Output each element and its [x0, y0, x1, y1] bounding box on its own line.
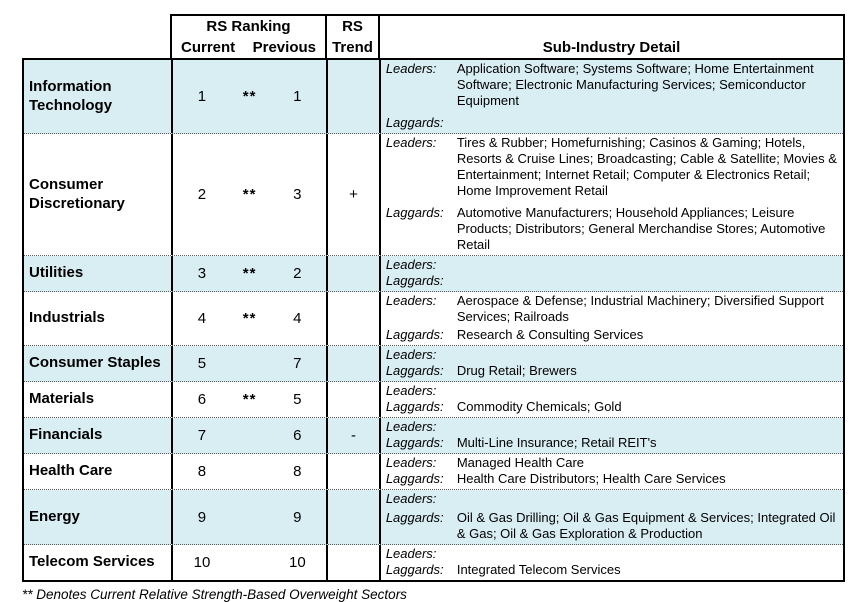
sector-rs-ranking-table [22, 14, 845, 602]
current-rank-value: 1 [197, 88, 207, 105]
previous-rank-value: 1 [293, 88, 302, 105]
rs-ranking-cell [171, 382, 326, 417]
sector-name: Utilities [29, 264, 84, 282]
table-row [24, 256, 843, 292]
sector-name: Energy [29, 507, 80, 525]
laggards-group [386, 435, 839, 451]
current-column-header: Current [181, 39, 236, 56]
leaders-label: Leaders: [385, 491, 437, 506]
laggards-list: Multi-Line Insurance; Retail REIT's [456, 435, 657, 450]
laggards-list [457, 273, 839, 289]
sub-industry-detail-cell [379, 256, 843, 291]
rs-ranking-title: RS Ranking [206, 18, 291, 35]
sub-industry-detail-cell [379, 490, 843, 544]
rs-trend-value: - [326, 418, 379, 453]
laggards-list: Research & Consulting Services [456, 327, 644, 342]
leaders-group [386, 419, 839, 435]
leaders-group [386, 293, 839, 325]
sub-industry-detail-header [378, 14, 845, 58]
sector-name: Consumer Discretionary [29, 175, 125, 212]
table-body [22, 58, 845, 582]
table-row [24, 454, 843, 490]
laggards-label: Laggards: [385, 471, 444, 486]
current-rank-value: 10 [193, 554, 211, 571]
rs-ranking-cell [171, 454, 326, 489]
leaders-group [386, 383, 839, 399]
laggards-label: Laggards: [385, 273, 444, 288]
table-row [24, 346, 843, 382]
sector-name: Financials [29, 426, 103, 444]
leaders-list [457, 383, 839, 399]
rs-trend-value [326, 490, 379, 544]
leaders-label: Leaders: [385, 419, 437, 434]
leaders-group [386, 455, 839, 471]
current-rank-value: 8 [197, 463, 207, 480]
current-rank-value: 6 [197, 391, 207, 408]
rs-trend-value [326, 256, 379, 291]
leaders-list [457, 257, 839, 273]
sub-industry-detail-cell [379, 454, 843, 489]
leaders-group [386, 135, 839, 199]
laggards-label: Laggards: [385, 205, 444, 220]
sector-name: Telecom Services [29, 553, 155, 571]
rs-trend-value [326, 60, 379, 133]
leaders-label: Leaders: [385, 383, 437, 398]
current-rank-value: 9 [197, 508, 207, 526]
rs-trend-header-line2: Trend [332, 39, 373, 56]
rs-ranking-cell [171, 60, 326, 133]
laggards-label: Laggards: [385, 562, 444, 577]
laggards-label: Laggards: [385, 327, 444, 342]
current-rank-value: 2 [197, 186, 207, 203]
sub-industry-detail-cell [379, 346, 843, 381]
leaders-label: Leaders: [385, 257, 437, 272]
leaders-label: Leaders: [385, 135, 437, 150]
laggards-group [386, 205, 839, 253]
leaders-list: Managed Health Care [456, 455, 585, 470]
rs-ranking-cell [171, 134, 326, 255]
laggards-label: Laggards: [385, 399, 444, 414]
laggards-group [386, 399, 839, 415]
laggards-group [386, 363, 839, 379]
leaders-list [457, 546, 839, 562]
rs-trend-header [325, 14, 378, 58]
previous-rank-value: 2 [293, 265, 302, 282]
overweight-marker: ** [242, 265, 257, 282]
laggards-label: Laggards: [385, 510, 444, 525]
rs-trend-value [326, 454, 379, 489]
rs-ranking-cell [171, 256, 326, 291]
sector-name: Industrials [29, 309, 105, 327]
sub-industry-detail-cell [379, 292, 843, 345]
previous-rank-value: 5 [293, 391, 302, 408]
rs-trend-header-line1: RS [342, 18, 363, 35]
table-row [24, 60, 843, 134]
laggards-list: Drug Retail; Brewers [456, 363, 577, 378]
sector-name: Consumer Staples [29, 354, 161, 372]
laggards-group [386, 327, 839, 343]
table-header [22, 14, 845, 58]
rs-ranking-cell [171, 545, 326, 580]
table-row [24, 382, 843, 418]
leaders-label: Leaders: [385, 347, 437, 362]
current-rank-value: 4 [197, 310, 207, 327]
previous-rank-value: 4 [293, 310, 302, 327]
laggards-group [386, 510, 839, 542]
overweight-marker: ** [242, 88, 257, 105]
leaders-group [386, 546, 839, 562]
previous-rank-value: 6 [293, 427, 302, 444]
table-row [24, 418, 843, 454]
sector-name: Materials [29, 390, 95, 408]
leaders-list [457, 491, 839, 507]
rs-ranking-cell [171, 346, 326, 381]
leaders-group [386, 347, 839, 363]
overweight-marker: ** [242, 186, 257, 203]
overweight-footnote: ** Denotes Current Relative Strength-Based Overweight Sectors [22, 587, 407, 602]
leaders-label: Leaders: [385, 455, 437, 470]
laggards-list: Automotive Manufacturers; Household Appliances; Leisure Products; Distributors; General Merchandise Stores; Automotive Retail [456, 205, 826, 252]
current-rank-value: 7 [197, 427, 207, 444]
leaders-label: Leaders: [385, 61, 437, 76]
laggards-list: Integrated Telecom Services [456, 562, 621, 577]
table-row [24, 545, 843, 580]
laggards-label: Laggards: [385, 363, 444, 378]
overweight-marker: ** [242, 391, 257, 408]
current-rank-value: 3 [197, 265, 207, 282]
current-rank-value: 5 [197, 355, 207, 372]
rs-ranking-header [170, 14, 325, 58]
sub-industry-detail-cell [379, 60, 843, 133]
header-spacer [22, 14, 170, 58]
rs-ranking-cell [171, 490, 326, 544]
rs-trend-value [326, 346, 379, 381]
sub-industry-detail-cell [379, 418, 843, 453]
rs-trend-value [326, 292, 379, 345]
laggards-list: Health Care Distributors; Health Care Services [456, 471, 726, 486]
sector-name: Information Technology [29, 77, 113, 114]
leaders-label: Leaders: [385, 293, 437, 308]
laggards-label: Laggards: [385, 435, 444, 450]
sub-industry-detail-cell [379, 545, 843, 580]
laggards-label: Laggards: [385, 115, 444, 130]
sub-industry-detail-cell [379, 382, 843, 417]
table-row [24, 490, 843, 545]
laggards-list [457, 115, 839, 131]
laggards-group [386, 273, 839, 289]
previous-rank-value: 8 [293, 463, 302, 480]
laggards-group [386, 115, 839, 131]
rs-trend-value: + [326, 134, 379, 255]
rs-trend-value [326, 382, 379, 417]
laggards-list: Oil & Gas Drilling; Oil & Gas Equipment & Services; Integrated Oil & Gas; Oil & Gas Exploration & Production [456, 510, 836, 541]
sub-industry-detail-cell [379, 134, 843, 255]
table-row [24, 134, 843, 256]
leaders-list [457, 347, 839, 363]
previous-rank-value: 9 [293, 508, 302, 526]
sector-name: Health Care [29, 462, 113, 480]
leaders-list: Aerospace & Defense; Industrial Machinery; Diversified Support Services; Railroads [456, 293, 824, 324]
overweight-marker: ** [242, 310, 257, 327]
laggards-group [386, 471, 839, 487]
table-row [24, 292, 843, 346]
laggards-group [386, 562, 839, 578]
leaders-list [457, 419, 839, 435]
leaders-group [386, 257, 839, 273]
leaders-label: Leaders: [385, 546, 437, 561]
laggards-list: Commodity Chemicals; Gold [456, 399, 622, 414]
sub-industry-detail-title: Sub-Industry Detail [542, 39, 681, 56]
leaders-group [386, 61, 839, 109]
rs-trend-value [326, 545, 379, 580]
leaders-group [386, 491, 839, 507]
previous-rank-value: 7 [293, 355, 302, 372]
previous-column-header: Previous [252, 39, 316, 56]
leaders-list: Tires & Rubber; Homefurnishing; Casinos & Gaming; Hotels, Resorts & Cruise Lines; Broadcasting; Cable & Satellite; Movies & Entertainment; Internet Retail; Computer & Electronics Retail; Home Improvement Retail [456, 135, 837, 198]
previous-rank-value: 3 [293, 186, 302, 203]
leaders-list: Application Software; Systems Software; Home Entertainment Software; Electronic Manufacturing Services; Semiconductor Equipment [456, 61, 814, 108]
rs-ranking-cell [171, 418, 326, 453]
previous-rank-value: 10 [288, 554, 306, 571]
rs-ranking-cell [171, 292, 326, 345]
